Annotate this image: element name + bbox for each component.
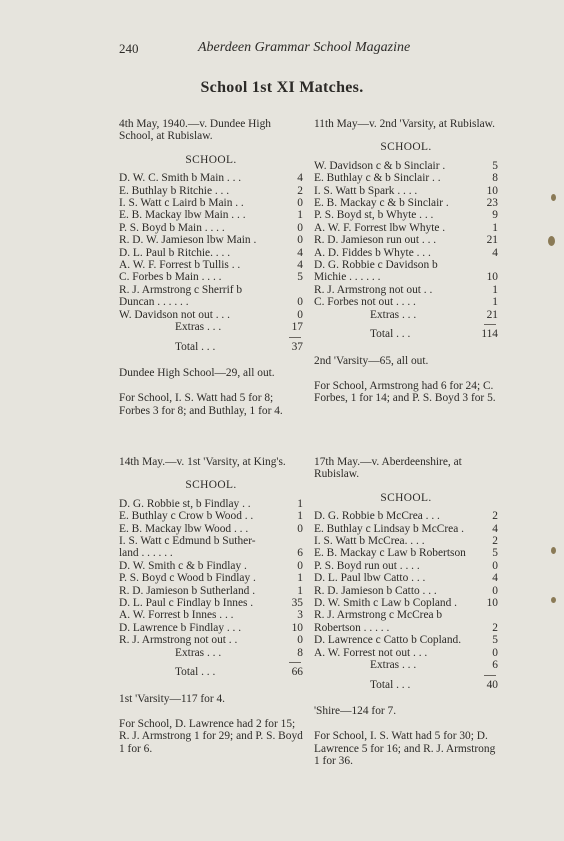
batsman-entry: E. Buthlay c & b Sinclair . . [314,172,441,185]
bowling-summary: For School, Armstrong had 6 for 24; C. Forbes, 1 for 14; and P. S. Boyd 3 for 5. [314,379,496,405]
runs: 2 [492,510,498,523]
runs: 17 [291,321,303,334]
runs [472,259,498,271]
batsman-entry: P. S. Boyd st, b Whyte . . . [314,209,434,222]
batting-row [119,597,303,609]
batsman-entry: R. J. Armstrong not out . . [119,634,238,647]
total-label: Total . . . [175,666,216,679]
runs: 21 [486,308,498,321]
runs: 0 [297,634,303,647]
batsman-entry: W. Davidson not out . . . [119,308,230,321]
runs: 10 [291,621,303,634]
batting-row [314,547,498,559]
runs: 4 [492,246,498,259]
batting-row [314,585,498,597]
batting-row [314,309,498,321]
batsman-entry: Extras . . . [370,659,417,672]
batsman-entry: E. B. Mackay lbw Wood . . . [119,522,249,535]
batsman-entry: R. J. Armstrong c Sherrif b [119,283,243,296]
total-row [314,328,498,340]
runs: 21 [486,234,498,247]
bowling-summary: For School, I. S. Watt had 5 for 30; D. Lawrence 5 for 16; and R. J. Armstrong 1 for 36. [314,730,496,768]
batting-row [314,560,498,572]
batting-row [314,659,498,671]
batting-row [314,523,498,535]
batting-row [119,309,303,321]
batsman-entry: W. Davidson c & b Sinclair . [314,159,446,172]
batsman-entry: A. W. F. Forrest lbw Whyte . [314,221,446,234]
total-label: Total . . . [370,678,411,691]
batsman-entry: R. D. Jamieson b Sutherland . [119,584,256,597]
batsman-entry: A. D. Fiddes b Whyte . . . [314,246,431,259]
total-rule [289,337,301,338]
match-dundee-high-school [119,118,303,417]
match-heading: 11th May—v. 2nd 'Varsity, at Rubislaw. [314,118,496,130]
batsman-entry: E. B. Mackay lbw Main . . . [119,209,246,222]
runs: 0 [297,296,303,309]
batting-row [119,234,303,246]
batsman-entry: D. G. Robbie b McCrea . . . [314,510,440,523]
runs: 0 [297,197,303,210]
batting-row [314,234,498,246]
runs: 8 [297,646,303,659]
runs: 1 [492,296,498,309]
batsman-entry: I. S. Watt b McCrea. . . . [314,535,425,548]
batting-row [119,247,303,259]
batsman-entry: A. W. Forrest not out . . . [314,646,428,659]
batting-row [314,510,498,522]
team-label: SCHOOL. [380,491,432,504]
total-runs: 40 [486,678,498,691]
runs: 4 [297,259,303,272]
batting-row [314,609,498,621]
batting-row [119,622,303,634]
batting-row [119,523,303,535]
batsman-entry: I. S. Watt b Spark . . . . [314,184,418,197]
opponent-result: 2nd 'Varsity—65, all out. [314,354,429,367]
batsman-entry: E. Buthlay c Lindsay b McCrea . [314,522,464,535]
runs: 9 [492,209,498,222]
batsman-entry: P. S. Boyd run out . . . . [314,559,420,572]
batsman-entry: Extras . . . [370,308,417,321]
batting-row [119,209,303,221]
runs: 5 [492,634,498,647]
batsman-entry: D. L. Paul b Ritchie. . . . [119,246,231,259]
batting-list [314,510,498,671]
batsman-entry: D. W. Smith c & b Findlay . [119,559,247,572]
match-2nd-varsity [314,118,498,405]
batting-row [314,535,498,547]
batsman-entry: P. S. Boyd b Main . . . . [119,221,225,234]
batting-row [314,597,498,609]
match-heading: 14th May.—v. 1st 'Varsity, at King's. [119,456,286,468]
total-label: Total . . . [175,340,216,353]
runs [277,535,303,547]
margin-mark [551,597,556,603]
batting-row [119,284,303,296]
bowling-summary: For School, D. Lawrence had 2 for 15; R. J. Armstrong 1 for 29; and P. S. Boyd 1 for 6. [119,717,303,755]
batting-row [119,572,303,584]
runs: 4 [492,522,498,535]
batsman-entry: D. Lawrence b Findlay . . . [119,621,242,634]
batsman-entry: D. W. Smith c Law b Copland . [314,597,458,610]
runs: 5 [492,547,498,560]
runs [472,609,498,621]
batting-row [119,547,303,559]
runs: 2 [297,184,303,197]
total-runs: 114 [481,328,498,341]
batting-row [119,197,303,209]
batsman-entry: C. Forbes not out . . . . [314,296,416,309]
batting-row [314,284,498,296]
batting-row [314,185,498,197]
batsman-entry: Extras . . . [175,646,222,659]
opponent-result: 1st 'Varsity—117 for 4. [119,692,226,705]
page-title: School 1st XI Matches. [200,79,364,96]
runs: 1 [297,497,303,510]
total-row [119,341,303,353]
batsman-entry: land . . . . . . [119,547,173,560]
margin-mark [548,236,555,246]
runs: 10 [486,597,498,610]
batting-row [119,296,303,308]
runs: 10 [486,184,498,197]
page-number: 240 [119,41,139,56]
batsman-entry: D. G. Robbie c Davidson b [314,259,438,272]
batting-list [314,160,498,321]
batsman-entry: R. D. Jamieson b Catto . . . [314,584,437,597]
batsman-entry: R. J. Armstrong c McCrea b [314,609,443,622]
batsman-entry: I. S. Watt c Laird b Main . . [119,197,244,210]
batting-row [119,510,303,522]
batting-row [314,296,498,308]
batting-list [119,172,303,333]
runs: 1 [297,584,303,597]
total-row [314,679,498,691]
opponent-result: Dundee High School—29, all out. [119,366,275,379]
total-rule [289,662,301,663]
batting-row [119,271,303,283]
runs: 0 [297,221,303,234]
batting-row [119,498,303,510]
batsman-entry: D. G. Robbie st, b Findlay . . [119,497,251,510]
batting-list [119,498,303,659]
batsman-entry: E. B. Mackay c & b Sinclair . [314,197,449,210]
runs: 0 [492,559,498,572]
batsman-entry: D. L. Paul lbw Catto . . . [314,572,426,585]
runs: 0 [297,308,303,321]
runs: 1 [492,221,498,234]
runs: 0 [297,559,303,572]
match-1st-varsity [119,456,303,755]
batsman-entry: D. W. C. Smith b Main . . . [119,172,242,185]
runs: 1 [297,209,303,222]
margin-mark [551,547,556,554]
runs: 1 [297,572,303,585]
batsman-entry: Robertson . . . . . [314,621,390,634]
match-heading: 17th May.—v. Aberdeenshire, at Rubislaw. [314,456,462,481]
runs: 8 [492,172,498,185]
batsman-entry: D. L. Paul c Findlay b Innes . [119,597,254,610]
runs: 4 [492,572,498,585]
batsman-entry: R. D. Jamieson run out . . . [314,234,437,247]
runs: 0 [492,646,498,659]
batting-row [119,647,303,659]
running-head: Aberdeen Grammar School Magazine [198,40,411,55]
runs: 4 [297,172,303,185]
batsman-entry: Michie . . . . . . [314,271,381,284]
total-rule [484,675,496,676]
batting-row [119,321,303,333]
batsman-entry: R. J. Armstrong not out . . [314,283,433,296]
batting-row [119,560,303,572]
team-label: SCHOOL. [380,141,432,154]
batsman-entry: P. S. Boyd c Wood b Findlay . [119,572,256,585]
batsman-entry: E. Buthlay c Crow b Wood . . [119,510,254,523]
runs: 1 [297,510,303,523]
match-heading: 4th May, 1940.—v. Dundee High School, at Rubislaw. [119,118,271,143]
runs: 2 [492,621,498,634]
runs: 35 [291,597,303,610]
total-rule [484,324,496,325]
batting-row [314,271,498,283]
runs: 2 [492,535,498,548]
bowling-summary: For School, I. S. Watt had 5 for 8; Forbes 3 for 8; and Buthlay, 1 for 4. [119,392,283,417]
batting-row [314,259,498,271]
runs: 10 [486,271,498,284]
batting-row [314,209,498,221]
batsman-entry: C. Forbes b Main . . . . [119,271,222,284]
batsman-entry: Extras . . . [175,321,222,334]
total-label: Total . . . [370,328,411,341]
batting-row [314,222,498,234]
runs: 0 [297,522,303,535]
runs: 1 [492,283,498,296]
margin-mark [551,194,556,201]
batting-row [314,647,498,659]
batting-row [314,247,498,259]
opponent-result: 'Shire—124 for 7. [314,704,397,717]
batting-row [314,572,498,584]
runs: 0 [492,584,498,597]
batting-row [314,197,498,209]
runs: 6 [492,659,498,672]
batsman-entry: D. Lawrence c Catto b Copland. [314,634,462,647]
batting-row [119,172,303,184]
batting-row [314,160,498,172]
batsman-entry: R. D. W. Jamieson lbw Main . [119,234,257,247]
batsman-entry: E. B. Mackay c Law b Robertson [314,547,466,560]
batsman-entry: E. Buthlay b Ritchie . . . [119,184,230,197]
batting-row [119,535,303,547]
runs: 4 [297,246,303,259]
batting-row [119,259,303,271]
batting-row [119,585,303,597]
runs: 5 [297,271,303,284]
runs: 5 [492,159,498,172]
runs: 3 [297,609,303,622]
batsman-entry: A. W. F. Forrest b Tullis . . [119,259,241,272]
batting-row [119,634,303,646]
match-aberdeenshire [314,456,498,768]
batsman-entry: I. S. Watt c Edmund b Suther- [119,535,256,548]
team-label: SCHOOL. [185,153,237,166]
runs: 0 [297,234,303,247]
batting-row [119,185,303,197]
batting-row [314,622,498,634]
total-runs: 37 [291,340,303,353]
batsman-entry: Duncan . . . . . . [119,296,189,309]
batsman-entry: A. W. Forrest b Innes . . . [119,609,234,622]
batting-row [119,222,303,234]
total-runs: 66 [291,666,303,679]
batting-row [119,609,303,621]
batting-row [314,172,498,184]
runs: 23 [486,197,498,210]
team-label: SCHOOL. [185,479,237,492]
total-row [119,666,303,678]
batting-row [314,634,498,646]
runs: 6 [297,547,303,560]
runs [277,284,303,296]
